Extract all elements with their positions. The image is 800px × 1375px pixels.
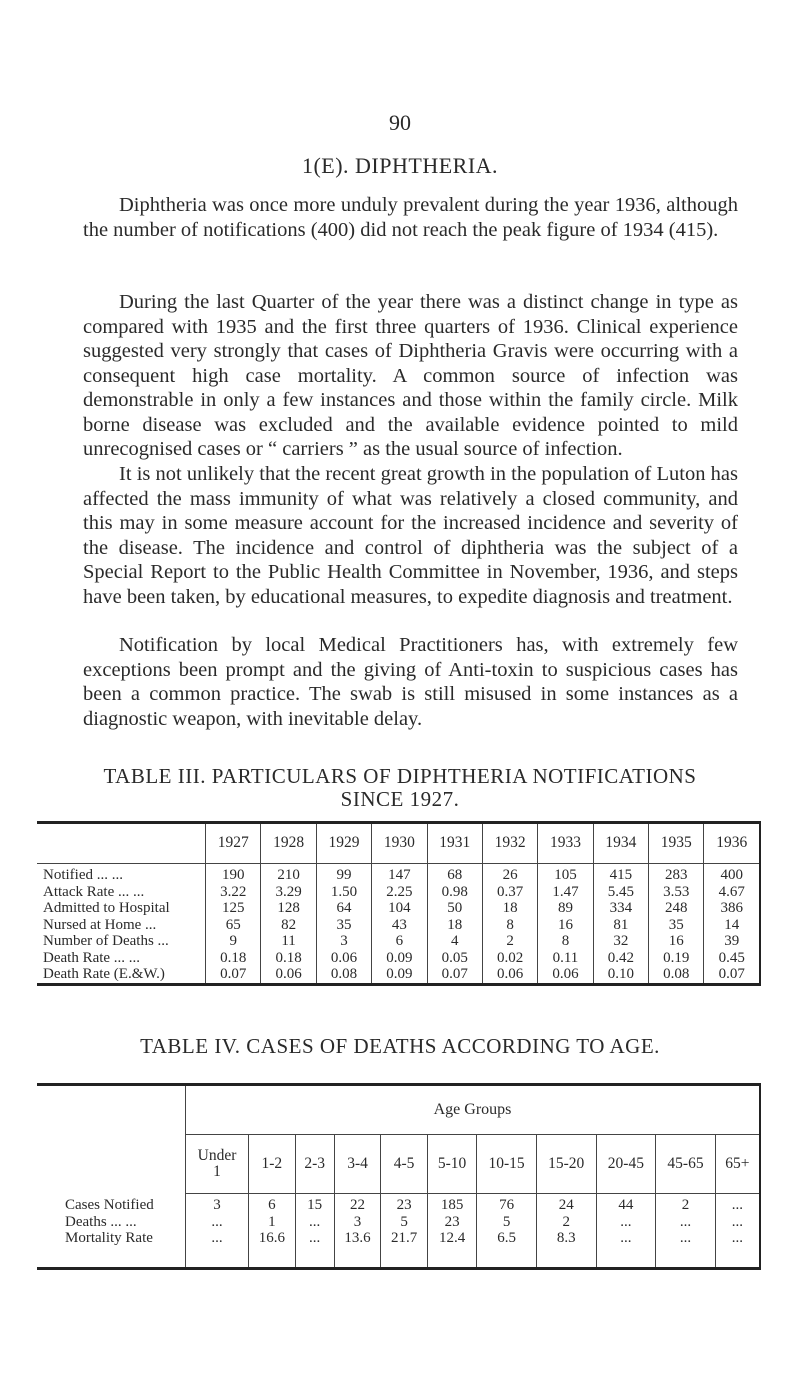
table-cell: 185 bbox=[427, 1194, 476, 1214]
table-cell: ... bbox=[295, 1214, 334, 1231]
age-group-header: 2-3 bbox=[295, 1135, 334, 1194]
table-cell: ... bbox=[715, 1194, 760, 1214]
table-cell: ... bbox=[715, 1230, 760, 1268]
age-group-header: 65+ bbox=[715, 1135, 760, 1194]
table3-year-header: 1935 bbox=[649, 823, 704, 864]
paragraph-4: Notification by local Medical Practitioners has, with extremely few exceptions been prompt and the giving of Anti-toxin to suspicious cases has been a common practice. The swab is still misused in some instances as a diagnostic weapon, with inevitable delay. bbox=[83, 634, 738, 730]
table-row bbox=[37, 1214, 760, 1231]
paragraph-1: Diphtheria was once more unduly prevalent during the year 1936, although the number of notifications (400) did not reach the peak figure of 1934 (415). bbox=[83, 194, 738, 241]
table-cell: 0.07 bbox=[427, 966, 482, 984]
table-cell: 3 bbox=[316, 933, 371, 950]
table-cell: 0.05 bbox=[427, 950, 482, 967]
table-cell: 210 bbox=[261, 864, 316, 884]
table3-year-header: 1936 bbox=[704, 823, 760, 864]
table-cell: 3 bbox=[186, 1194, 249, 1214]
table3-caption-line2: SINCE 1927. bbox=[340, 787, 460, 811]
table-cell: 1.50 bbox=[316, 884, 371, 901]
age-group-line1: Under bbox=[197, 1146, 237, 1164]
table-cell: 0.19 bbox=[649, 950, 704, 967]
table-cell: 0.18 bbox=[261, 950, 316, 967]
table-cell: 2 bbox=[536, 1214, 596, 1231]
table-cell: 0.06 bbox=[538, 966, 593, 984]
table-cell: 21.7 bbox=[381, 1230, 428, 1268]
section-title: 1(E). DIPHTHERIA. bbox=[301, 153, 499, 178]
table-cell: 76 bbox=[477, 1194, 537, 1214]
table-cell: 4 bbox=[427, 933, 482, 950]
table-cell: 386 bbox=[704, 900, 760, 917]
table-cell: 283 bbox=[649, 864, 704, 884]
table-row bbox=[37, 933, 760, 950]
age-group-header bbox=[186, 1135, 249, 1194]
table-cell: ... bbox=[656, 1230, 716, 1268]
table-cell: 128 bbox=[261, 900, 316, 917]
table4-group-header-row bbox=[37, 1085, 760, 1135]
table-cell: 5 bbox=[477, 1214, 537, 1231]
table-cell: 0.45 bbox=[704, 950, 760, 967]
table-cell: 3 bbox=[334, 1214, 381, 1231]
table-cell: 16.6 bbox=[249, 1230, 296, 1268]
table-cell: 3.29 bbox=[261, 884, 316, 901]
table-cell: 99 bbox=[316, 864, 371, 884]
table-cell: 0.07 bbox=[704, 966, 760, 984]
table-cell: 0.42 bbox=[593, 950, 648, 967]
table-cell: 3.22 bbox=[206, 884, 261, 901]
table-cell: 44 bbox=[596, 1194, 656, 1214]
table-cell: 2.25 bbox=[372, 884, 427, 901]
table-cell: ... bbox=[656, 1214, 716, 1231]
table-cell: 12.4 bbox=[427, 1230, 476, 1268]
table-cell: 6.5 bbox=[477, 1230, 537, 1268]
age-group-header: 3-4 bbox=[334, 1135, 381, 1194]
table-cell: 2 bbox=[482, 933, 537, 950]
table-cell: 0.08 bbox=[316, 966, 371, 984]
table3-year-header: 1928 bbox=[261, 823, 316, 864]
table-cell: 16 bbox=[649, 933, 704, 950]
table-cell: 82 bbox=[261, 917, 316, 934]
table-cell: 4.67 bbox=[704, 884, 760, 901]
table-cell: 0.09 bbox=[372, 966, 427, 984]
table-cell: ... bbox=[186, 1230, 249, 1268]
paragraph-2: During the last Quarter of the year there was a distinct change in type as compared with 1935 and the first three quarters of 1936. Clinical experience suggested very strongly that cases of Diphtheria Gravis were occurring with a consequent high case mortality. A common source of infection was demonstrable in only a few instances and those within the family circle. Milk borne disease was excluded and the available evidence pointed to mild unrecognised cases or “ carriers ” as the usual source of infection. bbox=[83, 291, 738, 460]
table-cell: 24 bbox=[536, 1194, 596, 1214]
table-cell: 0.98 bbox=[427, 884, 482, 901]
age-group-header: 5-10 bbox=[427, 1135, 476, 1194]
table-cell: ... bbox=[295, 1230, 334, 1268]
table-cell: 43 bbox=[372, 917, 427, 934]
table-cell: 125 bbox=[206, 900, 261, 917]
table-cell: 8 bbox=[538, 933, 593, 950]
table-cell: 23 bbox=[427, 1214, 476, 1231]
table-row bbox=[37, 884, 760, 901]
table-cell: 3.53 bbox=[649, 884, 704, 901]
table-cell: 190 bbox=[206, 864, 261, 884]
table-cell: 39 bbox=[704, 933, 760, 950]
table-row bbox=[37, 917, 760, 934]
table-cell: 13.6 bbox=[334, 1230, 381, 1268]
table-cell: ... bbox=[596, 1214, 656, 1231]
age-groups-header: Age Groups bbox=[186, 1085, 761, 1135]
table3-header-row bbox=[37, 823, 760, 864]
table-cell: 1.47 bbox=[538, 884, 593, 901]
table-row bbox=[37, 966, 760, 984]
table-cell: 18 bbox=[482, 900, 537, 917]
table3-year-header: 1932 bbox=[482, 823, 537, 864]
age-group-header: 1-2 bbox=[249, 1135, 296, 1194]
table-cell: 0.10 bbox=[593, 966, 648, 984]
table3-caption-line1: TABLE III. PARTICULARS OF DIPHTHERIA NOTIFICATIONS bbox=[103, 764, 697, 788]
row-label: Mortality Rate bbox=[65, 1230, 153, 1246]
table-cell: 1 bbox=[249, 1214, 296, 1231]
table3-year-header: 1930 bbox=[372, 823, 427, 864]
row-label: Cases Notified bbox=[65, 1196, 154, 1213]
table3-year-header: 1934 bbox=[593, 823, 648, 864]
table-cell: 26 bbox=[482, 864, 537, 884]
table-cell: 18 bbox=[427, 917, 482, 934]
table-row bbox=[37, 1194, 760, 1214]
table3-year-header: 1933 bbox=[538, 823, 593, 864]
row-label: Number of Deaths ... bbox=[43, 933, 169, 949]
table-cell: 6 bbox=[249, 1194, 296, 1214]
paragraph-3: It is not unlikely that the recent great growth in the population of Luton has affected the mass immunity of what was relatively a closed community, and this may in some measure account for the increased incidence and severity of the disease. The incidence and control of diphtheria was the subject of a Special Report to the Public Health Committee in November, 1936, and steps have been taken, by educational measures, to expedite diagnosis and treatment. bbox=[83, 463, 738, 608]
age-group-header: 15-20 bbox=[536, 1135, 596, 1194]
table3-year-header: 1927 bbox=[206, 823, 261, 864]
table3-year-header: 1929 bbox=[316, 823, 371, 864]
table-cell: 6 bbox=[372, 933, 427, 950]
table-cell: 22 bbox=[334, 1194, 381, 1214]
table-row bbox=[37, 1230, 760, 1268]
table-cell: 0.08 bbox=[649, 966, 704, 984]
table-cell: 50 bbox=[427, 900, 482, 917]
table-cell: 0.09 bbox=[372, 950, 427, 967]
table-cell: 5.45 bbox=[593, 884, 648, 901]
table3-year-header: 1931 bbox=[427, 823, 482, 864]
table-cell: 9 bbox=[206, 933, 261, 950]
table-cell: 415 bbox=[593, 864, 648, 884]
table-cell: 0.07 bbox=[206, 966, 261, 984]
table-cell: 104 bbox=[372, 900, 427, 917]
table3-caption bbox=[0, 765, 800, 811]
table-cell: 8.3 bbox=[536, 1230, 596, 1268]
table-cell: ... bbox=[186, 1214, 249, 1231]
row-label: Notified ... ... bbox=[43, 867, 123, 883]
age-group-line2: 1 bbox=[213, 1163, 221, 1180]
table-cell: 23 bbox=[381, 1194, 428, 1214]
table3-corner-cell bbox=[37, 823, 206, 864]
page-number: 90 bbox=[389, 110, 411, 135]
table-cell: 0.06 bbox=[482, 966, 537, 984]
table-row bbox=[37, 864, 760, 884]
row-label: Death Rate (E.&W.) bbox=[43, 966, 165, 982]
table-cell: 68 bbox=[427, 864, 482, 884]
table-cell: 15 bbox=[295, 1194, 334, 1214]
table-cell: 65 bbox=[206, 917, 261, 934]
table-cell: 8 bbox=[482, 917, 537, 934]
table-cell: 147 bbox=[372, 864, 427, 884]
table-cell: 14 bbox=[704, 917, 760, 934]
table-cell: 16 bbox=[538, 917, 593, 934]
table-cell: 64 bbox=[316, 900, 371, 917]
table4-caption: TABLE IV. CASES OF DEATHS ACCORDING TO AGE. bbox=[140, 1034, 660, 1058]
table-cell: 0.06 bbox=[261, 966, 316, 984]
table-cell: 5 bbox=[381, 1214, 428, 1231]
row-label: Nursed at Home ... bbox=[43, 916, 157, 933]
table-cell: 81 bbox=[593, 917, 648, 934]
table-cell: 89 bbox=[538, 900, 593, 917]
table-cell: 105 bbox=[538, 864, 593, 884]
table4-age-groups bbox=[37, 1083, 761, 1270]
table-cell: ... bbox=[715, 1214, 760, 1231]
table3-notifications bbox=[37, 821, 761, 986]
table-cell: 35 bbox=[649, 917, 704, 934]
table-cell: 0.11 bbox=[538, 950, 593, 967]
table-cell: 334 bbox=[593, 900, 648, 917]
row-label: Deaths ... ... bbox=[65, 1213, 137, 1230]
table-cell: 11 bbox=[261, 933, 316, 950]
table-cell: 0.02 bbox=[482, 950, 537, 967]
table-cell: 0.37 bbox=[482, 884, 537, 901]
table4-corner-cell bbox=[37, 1085, 186, 1194]
row-label: Death Rate ... ... bbox=[43, 949, 141, 966]
table-row bbox=[37, 950, 760, 967]
age-group-header: 10-15 bbox=[477, 1135, 537, 1194]
table-cell: 0.06 bbox=[316, 950, 371, 967]
table-cell: 0.18 bbox=[206, 950, 261, 967]
age-group-header: 45-65 bbox=[656, 1135, 716, 1194]
age-group-header: 4-5 bbox=[381, 1135, 428, 1194]
table-cell: ... bbox=[596, 1230, 656, 1268]
row-label: Attack Rate ... ... bbox=[43, 883, 145, 900]
row-label: Admitted to Hospital bbox=[43, 900, 170, 916]
table-cell: 400 bbox=[704, 864, 760, 884]
table-cell: 35 bbox=[316, 917, 371, 934]
table-cell: 2 bbox=[656, 1194, 716, 1214]
age-group-header: 20-45 bbox=[596, 1135, 656, 1194]
table-cell: 248 bbox=[649, 900, 704, 917]
table-cell: 32 bbox=[593, 933, 648, 950]
table-row bbox=[37, 900, 760, 917]
